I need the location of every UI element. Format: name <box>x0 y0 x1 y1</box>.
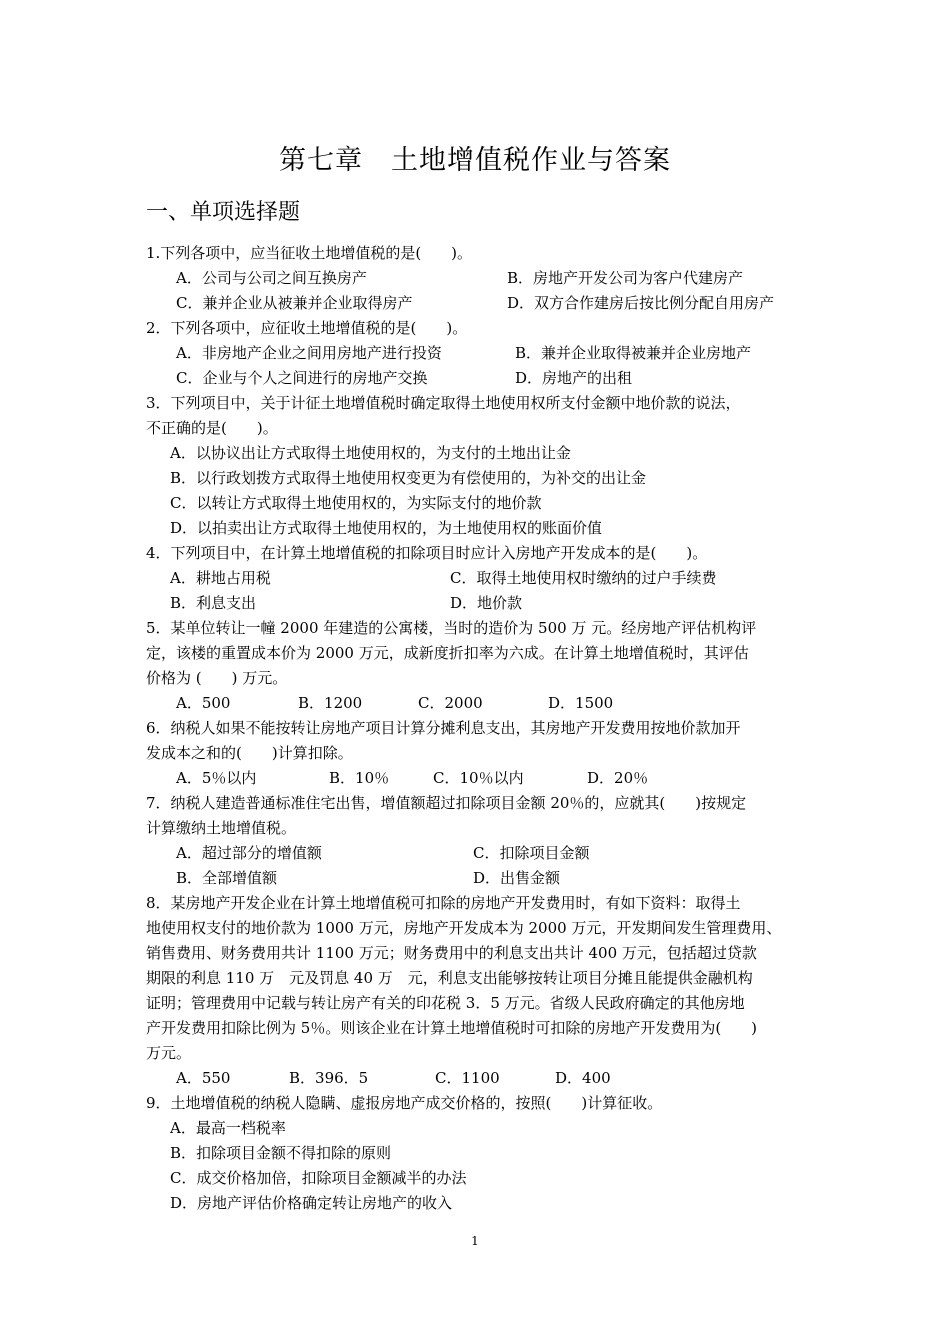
option-line: D．1500 <box>548 694 614 712</box>
option-line: D．400 <box>555 1069 611 1087</box>
question-8: 8．某房地产开发企业在计算土地增值税可扣除的房地产开发费用时，有如下资料：取得土 <box>146 894 741 912</box>
question-8-cont: 地使用权支付的地价款为 1000 万元，房地产开发成本为 2000 万元，开发期间发生管理费用、 <box>146 919 782 937</box>
option-line: C．1100 <box>435 1069 500 1087</box>
question-2: 2．下列各项中，应征收土地增值税的是( )。 <box>146 319 468 337</box>
option-line: A．550 <box>176 1069 231 1087</box>
option-line: A．500 <box>176 694 231 712</box>
option-line: C．兼并企业从被兼并企业取得房产 <box>176 294 413 312</box>
option-line: C．企业与个人之间进行的房地产交换 <box>176 369 428 387</box>
option-line: A．公司与公司之间互换房产 <box>176 269 367 287</box>
question-3-cont: 不正确的是( )。 <box>146 419 278 437</box>
option-line: B．扣除项目金额不得扣除的原则 <box>170 1144 392 1162</box>
question-8-cont: 销售费用、财务费用共计 1100 万元；财务费用中的利息支出共计 400 万元，包括超过贷款 <box>146 944 757 962</box>
option-line: D．房地产评估价格确定转让房地产的收入 <box>170 1194 453 1212</box>
option-line: B．全部增值额 <box>176 869 278 887</box>
question-7-cont: 计算缴纳土地增值税。 <box>146 819 297 837</box>
option-line: B．兼并企业取得被兼并企业房地产 <box>515 344 752 362</box>
option-line: C．成交价格加倍，扣除项目金额减半的办法 <box>170 1169 467 1187</box>
question-6: 6．纳税人如果不能按转让房地产项目计算分摊利息支出，其房地产开发费用按地价款加开 <box>146 719 741 737</box>
page-number: 1 <box>471 1234 479 1248</box>
option-line: C．扣除项目金额 <box>473 844 590 862</box>
option-line: C．10％以内 <box>433 769 524 787</box>
option-line: C．取得土地使用权时缴纳的过户手续费 <box>450 569 717 587</box>
option-line: B．1200 <box>298 694 363 712</box>
question-5: 5．某单位转让一幢 2000 年建造的公寓楼，当时的造价为 500 万 元。经房地产评估机构评 <box>146 619 757 637</box>
question-8-cont: 万元。 <box>146 1044 192 1062</box>
option-line: A．超过部分的增值额 <box>176 844 322 862</box>
option-line: B．以行政划拨方式取得土地使用权变更为有偿使用的，为补交的出让金 <box>170 469 647 487</box>
option-line: D．地价款 <box>450 594 523 612</box>
question-8-cont: 证明；管理费用中记载与转让房产有关的印花税 3．5 万元。省级人民政府确定的其他房地 <box>146 994 745 1012</box>
option-line: D．双方合作建房后按比例分配自用房产 <box>507 294 775 312</box>
section-heading: 一、单项选择题 <box>146 200 301 225</box>
option-line: A．5％以内 <box>176 769 257 787</box>
option-line: A．非房地产企业之间用房地产进行投资 <box>176 344 442 362</box>
question-1: 1.下列各项中，应当征收土地增值税的是( )。 <box>146 244 473 262</box>
option-line: D．20％ <box>587 769 649 787</box>
question-4: 4．下列项目中，在计算土地增值税的扣除项目时应计入房地产开发成本的是( )。 <box>146 544 708 562</box>
option-line: C．2000 <box>418 694 483 712</box>
option-line: B．10％ <box>329 769 390 787</box>
option-line: B．利息支出 <box>170 594 257 612</box>
question-6-cont: 发成本之和的( )计算扣除。 <box>146 744 353 762</box>
question-8-cont: 期限的利息 110 万 元及罚息 40 万 元，利息支出能够按转让项目分摊且能提供金融机构 <box>146 969 753 987</box>
option-line: A．耕地占用税 <box>170 569 271 587</box>
question-9: 9．土地增值税的纳税人隐瞒、虚报房地产成交价格的，按照( )计算征收。 <box>146 1094 663 1112</box>
option-line: A．最高一档税率 <box>170 1119 286 1137</box>
question-3: 3．下列项目中，关于计征土地增值税时确定取得土地使用权所支付金额中地价款的说法， <box>146 394 741 412</box>
option-line: B．396．5 <box>289 1069 369 1087</box>
page-title: 第七章 土地增值税作业与答案 <box>279 145 671 176</box>
option-line: B．房地产开发公司为客户代建房产 <box>507 269 744 287</box>
question-8-cont: 产开发费用扣除比例为 5％。则该企业在计算土地增值税时可扣除的房地产开发费用为( ) <box>146 1019 758 1037</box>
option-line: D．房地产的出租 <box>515 369 633 387</box>
option-line: D．以拍卖出让方式取得土地使用权的，为土地使用权的账面价值 <box>170 519 603 537</box>
option-line: C．以转让方式取得土地使用权的，为实际支付的地价款 <box>170 494 542 512</box>
option-line: D．出售金额 <box>473 869 561 887</box>
question-7: 7．纳税人建造普通标准住宅出售，增值额超过扣除项目金额 20％的，应就其( )按规定 <box>146 794 747 812</box>
question-5-cont: 价格为 ( ) 万元。 <box>146 669 288 687</box>
option-line: A．以协议出让方式取得土地使用权的，为支付的土地出让金 <box>170 444 571 462</box>
question-5-cont: 定，该楼的重置成本价为 2000 万元，成新度折扣率为六成。在计算土地增值税时，其评估 <box>146 644 749 662</box>
